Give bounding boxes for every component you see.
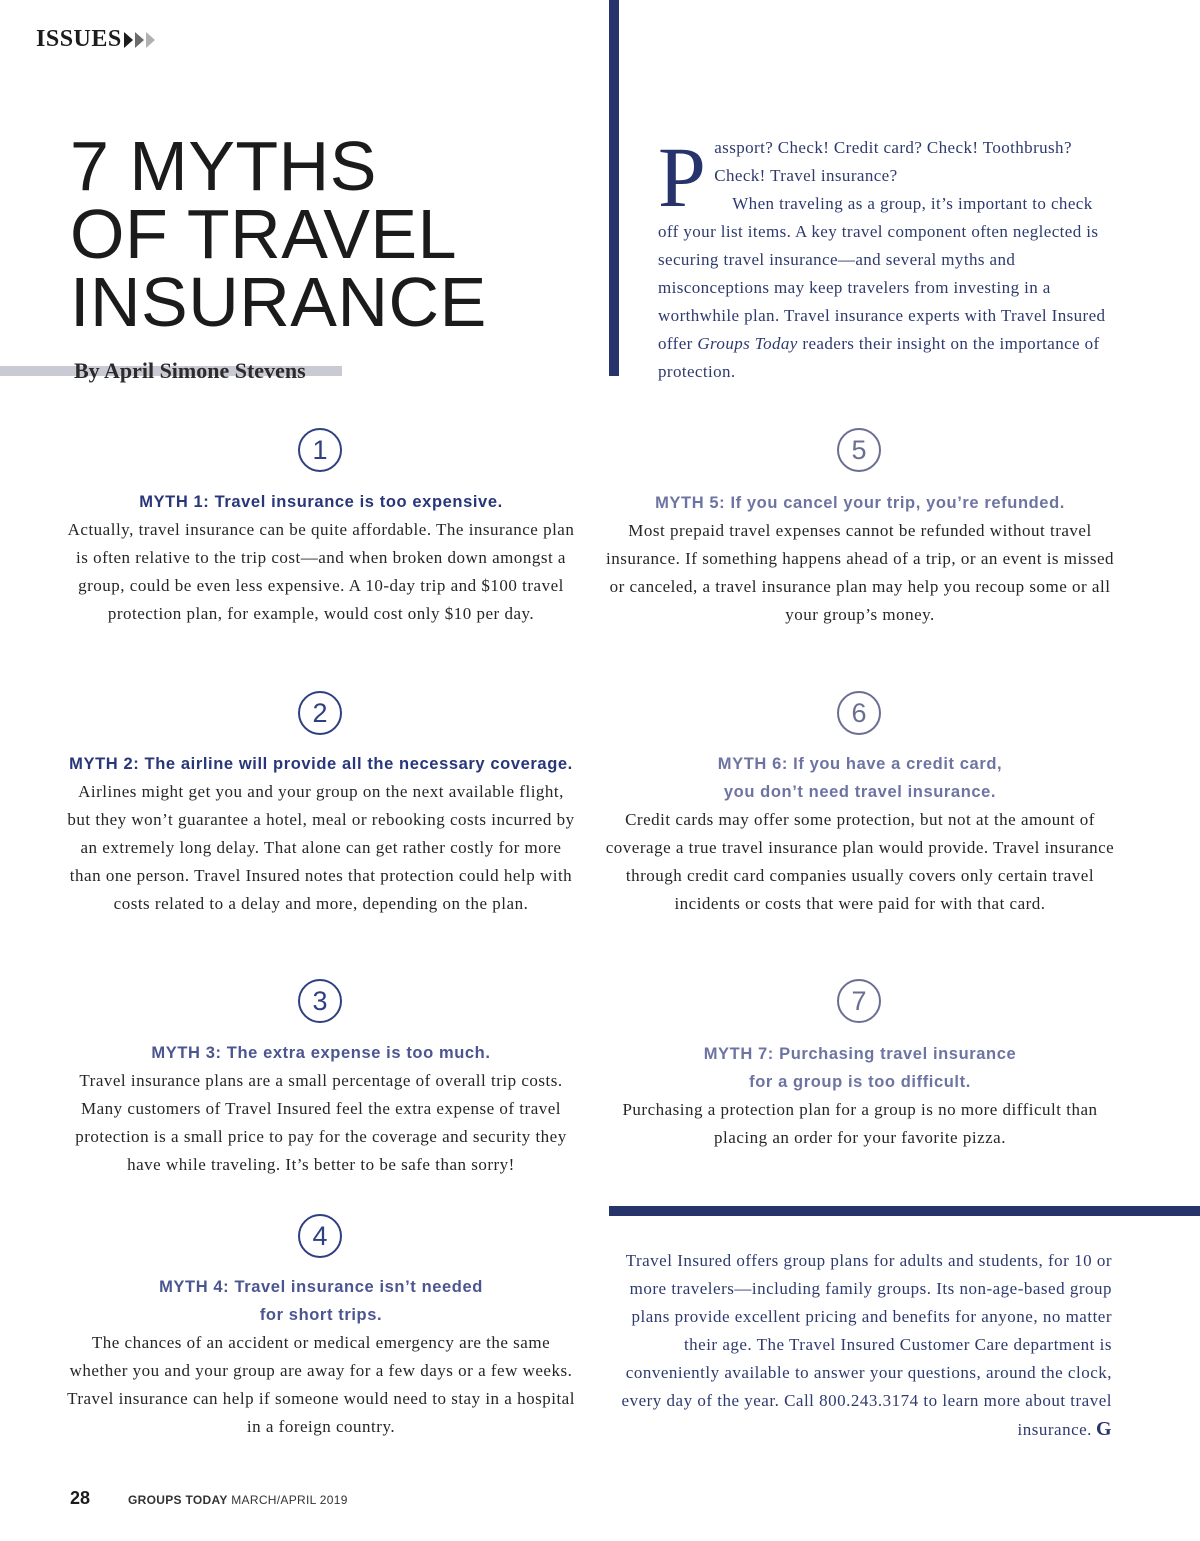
intro-paragraph — [658, 129, 1116, 386]
myth-heading-line-2: you don’t need travel insurance. — [723, 783, 997, 801]
section-label: ISSUES — [36, 26, 122, 52]
myth-number-7: 7 — [837, 979, 881, 1023]
myth-body: Airlines might get you and your group on the next available flight, but they won’t guarantee a hotel, meal or rebooking costs incurred by an extremely long delay. That alone can get rather costly for more than one person. Travel Insured notes that protection could help with costs related to a delay and more, depending on the plan. — [67, 782, 575, 913]
title-line: 7 MYTHS — [70, 127, 377, 205]
myth-heading: MYTH 6: If you have a credit card, — [717, 755, 1003, 773]
myth-body: Credit cards may offer some protection, but not at the amount of coverage a true travel insurance plan would provide. Travel insurance through credit card companies usually covers only certain travel incidents or costs that were paid for with that card. — [605, 810, 1115, 913]
myth-body: Travel insurance plans are a small percentage of overall trip costs. Many customers of Travel Insured feel the extra expense of travel protection is a small price to pay for the coverage and security they have while traveling. It’s better to be safe than sorry! — [75, 1071, 567, 1174]
horizontal-divider — [609, 1206, 1200, 1216]
myth-heading-line-2: for a group is too difficult. — [749, 1073, 971, 1091]
myth-1 — [66, 488, 576, 628]
drop-cap: P — [658, 129, 707, 225]
myth-heading: MYTH 2: The airline will provide all the necessary coverage. — [69, 755, 573, 773]
myth-7 — [605, 1040, 1115, 1152]
publication-name: Groups Today — [697, 334, 798, 353]
myth-body: Most prepaid travel expenses cannot be refunded without travel insurance. If something happens ahead of a trip, or an event is missed or canceled, a travel insurance plan may help you recoup some or all your group’s money. — [605, 521, 1115, 624]
end-mark: G — [1095, 1418, 1112, 1440]
myth-2 — [66, 750, 576, 918]
myth-3 — [66, 1039, 576, 1179]
myth-heading-line-2: for short trips. — [259, 1306, 383, 1324]
myth-body: Actually, travel insurance can be quite affordable. The insurance plan is often relative to the trip cost—and when broken down amongst a group, could be even less expensive. A 10-day trip and $100 travel protection plan, for example, would cost only $10 per day. — [67, 520, 575, 623]
closing-text: Travel Insured offers group plans for adults and students, for 10 or more travelers—including family groups. Its non-age-based group plans provide excellent pricing and benefits for anyone, no matter their age. The Travel Insured Customer Care department is conveniently available to answer your questions, around the clock, every day of the year. Call 800.243.3174 to learn more about travel insurance. — [621, 1251, 1112, 1439]
myth-4 — [66, 1273, 576, 1441]
arrow-icon — [135, 32, 144, 48]
myth-heading: MYTH 1: Travel insurance is too expensive. — [139, 493, 503, 511]
intro-text: When traveling as a group, it’s important to check off your list items. A key travel component often neglected is securing travel insurance—and several myths and misconceptions may keep travelers from investing in a worthwhile plan. Travel insurance experts with Travel Insured offer — [658, 194, 1106, 353]
myth-5 — [605, 489, 1115, 629]
title-line: OF TRAVEL — [70, 195, 458, 273]
article-title — [70, 127, 590, 341]
arrow-icon — [124, 32, 133, 48]
myth-body: Purchasing a protection plan for a group is no more difficult than placing an order for your favorite pizza. — [622, 1100, 1098, 1147]
myth-number-5: 5 — [837, 428, 881, 472]
myth-body: The chances of an accident or medical emergency are the same whether you and your group are away for a few days or a few weeks. Travel insurance can help if someone would need to stay in a hospital in a foreign country. — [67, 1333, 575, 1436]
footer-publication — [128, 1493, 348, 1507]
myth-number-1: 1 — [298, 428, 342, 472]
issue-date: MARCH/APRIL 2019 — [231, 1493, 348, 1507]
myth-number-4: 4 — [298, 1214, 342, 1258]
myth-6 — [605, 750, 1115, 918]
myth-number-2: 2 — [298, 691, 342, 735]
myth-heading: MYTH 7: Purchasing travel insurance — [703, 1045, 1017, 1063]
title-line: INSURANCE — [70, 263, 487, 341]
byline: By April Simone Stevens — [74, 358, 306, 383]
arrow-icon — [146, 32, 155, 48]
closing-paragraph — [612, 1247, 1112, 1444]
myth-number-6: 6 — [837, 691, 881, 735]
vertical-divider — [609, 0, 619, 376]
myth-number-3: 3 — [298, 979, 342, 1023]
page-number: 28 — [70, 1488, 91, 1508]
publication-title: GROUPS TODAY — [128, 1493, 228, 1507]
myth-heading: MYTH 5: If you cancel your trip, you’re refunded. — [655, 494, 1065, 512]
intro-text-end: readers their insight on the importance of protection. — [658, 334, 1100, 381]
intro-line-1: assport? Check! Credit card? Check! Toothbrush? Check! Travel insurance? — [714, 138, 1072, 185]
myth-heading: MYTH 3: The extra expense is too much. — [151, 1044, 491, 1062]
myth-heading: MYTH 4: Travel insurance isn’t needed — [159, 1278, 483, 1296]
